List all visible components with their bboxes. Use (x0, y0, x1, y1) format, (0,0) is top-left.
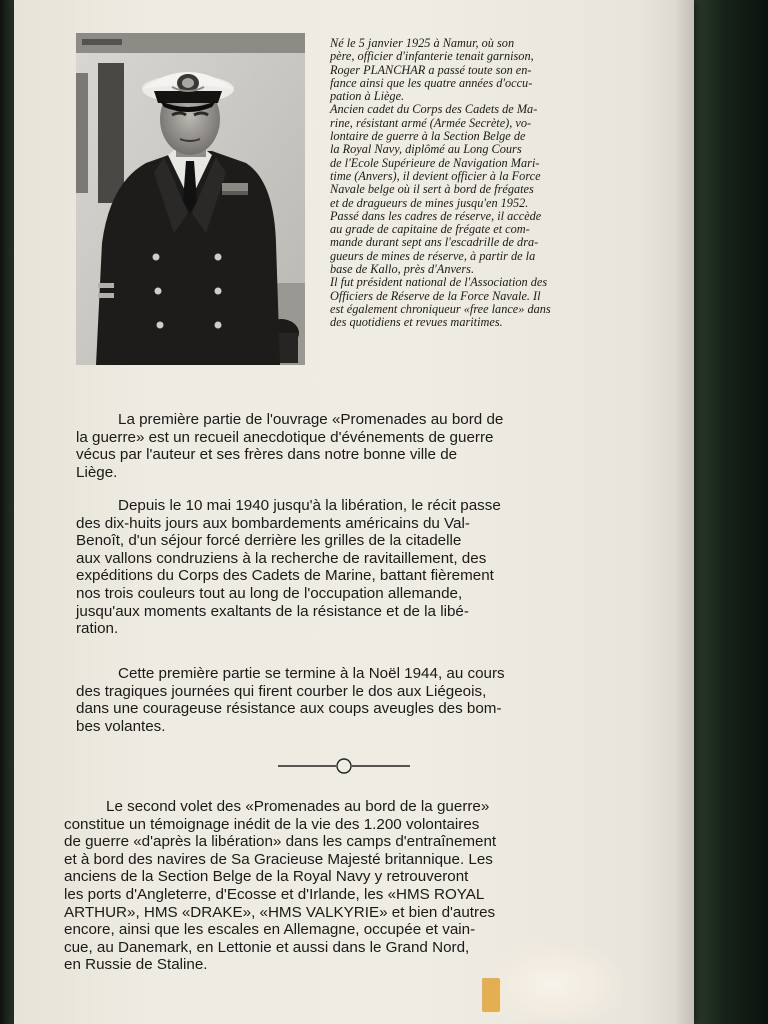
text-line: Liège. (76, 463, 118, 481)
bio-line: pation à Liège. (330, 89, 405, 104)
bio-line: Né le 5 janvier 1925 à Namur, où son (330, 36, 515, 50)
text-line: des tragiques journées qui firent courber le dos aux Liégeois, (76, 682, 487, 700)
bio-line: et de dragueurs de mines jusqu'en 1952. (330, 195, 529, 210)
background-left (0, 0, 14, 1024)
text-line: encore, ainsi que les escales en Allemagne, occupée et vain- (64, 921, 476, 939)
bio-line: la Royal Navy, diplômé au Long Cours (330, 142, 522, 157)
book-back-cover (14, 0, 694, 1024)
author-biography (330, 37, 636, 330)
text-line: ration. (76, 620, 119, 638)
synopsis-paragraph-3 (76, 665, 636, 735)
bio-line: de l'Ecole Supérieure de Navigation Mari- (330, 155, 540, 170)
bio-line: est également chroniqueur «free lance» dans (330, 301, 551, 316)
bio-line: Officiers de Réserve de la Force Navale. Il (330, 288, 541, 303)
text-line: nos trois couleurs tout au long de l'occupation allemande, (76, 584, 463, 602)
bio-line: Il fut président national de l'Association des (330, 275, 548, 290)
synopsis-paragraph-1 (76, 411, 636, 481)
text-line: Le second volet des «Promenades au bord de la guerre» (106, 798, 490, 815)
paper-damage-patch (482, 942, 624, 1020)
text-line: Cette première partie se termine à la Noël 1944, au cours (118, 665, 505, 682)
bio-line: time (Anvers), il devient officier à la Force (330, 168, 541, 183)
bio-line: base de Kallo, près d'Anvers. (330, 262, 475, 277)
ornament-divider (278, 756, 410, 776)
text-line: expéditions du Corps des Cadets de Marine, battant fièrement (76, 567, 494, 585)
text-line: en Russie de Staline. (64, 956, 208, 974)
text-line: cue, au Danemark, en Lettonie et aussi dans le Grand Nord, (64, 938, 470, 956)
text-line: et à bord des navires de Sa Gracieuse Majesté britannique. Les (64, 850, 493, 868)
bio-line: des quotidiens et revues maritimes. (330, 315, 503, 330)
text-line: Depuis le 10 mai 1940 jusqu'à la libération, le récit passe (118, 497, 501, 514)
bio-line: gueurs de mines de réserve, à partir de la (330, 248, 536, 263)
page-edge-shadow (674, 0, 694, 1024)
text-line: des dix-huits jours aux bombardements américains du Val- (76, 514, 470, 532)
bio-line: Navale belge où il sert à bord de frégates (330, 182, 534, 197)
text-line: constitue un témoignage inédit de la vie des 1.200 volontaires (64, 815, 480, 833)
text-line: anciens de la Section Belge de la Royal Navy y retrouveront (64, 868, 469, 886)
bio-line: Roger PLANCHAR a passé toute son en- (330, 62, 532, 77)
background-right (694, 0, 768, 1024)
bio-line: fance ainsi que les quatre années d'occu- (330, 75, 533, 90)
bio-line: père, officier d'infanterie tenait garnison, (330, 49, 534, 64)
text-line: dans une courageuse résistance aux coups aveugles des bom- (76, 700, 502, 718)
bio-line: lontaire de guerre à la Section Belge de (330, 129, 526, 144)
text-line: aux vallons condruziens à la recherche de ravitaillement, des (76, 549, 487, 567)
sticker-residue (482, 978, 500, 1012)
text-line: La première partie de l'ouvrage «Promenades au bord de (118, 411, 504, 428)
author-photo (76, 33, 305, 365)
text-line: ARTHUR», HMS «DRAKE», «HMS VALKYRIE» et bien d'autres (64, 903, 496, 921)
text-line: bes volantes. (76, 717, 166, 735)
text-line: vécus par l'auteur et ses frères dans notre bonne ville de (76, 446, 458, 464)
bio-line: mande durant sept ans l'escadrille de dra- (330, 235, 539, 250)
bio-line: Passé dans les cadres de réserve, il accède (330, 208, 542, 223)
bio-line: au grade de capitaine de frégate et com- (330, 222, 530, 237)
text-line: les ports d'Angleterre, d'Ecosse et d'Irlande, les «HMS ROYAL (64, 885, 485, 903)
synopsis-paragraph-2 (76, 497, 636, 638)
bio-line: rine, résistant armé (Armée Secrète), vo- (330, 115, 532, 130)
text-line: Benoît, d'un séjour forcé derrière les grilles de la citadelle (76, 532, 462, 550)
bio-line: Ancien cadet du Corps des Cadets de Ma- (330, 102, 538, 117)
text-line: jusqu'aux moments exaltants de la résistance et de la libé- (76, 602, 469, 620)
text-line: de guerre «d'après la libération» dans les camps d'entraînement (64, 833, 497, 851)
text-line: la guerre» est un recueil anecdotique d'événements de guerre (76, 428, 494, 446)
